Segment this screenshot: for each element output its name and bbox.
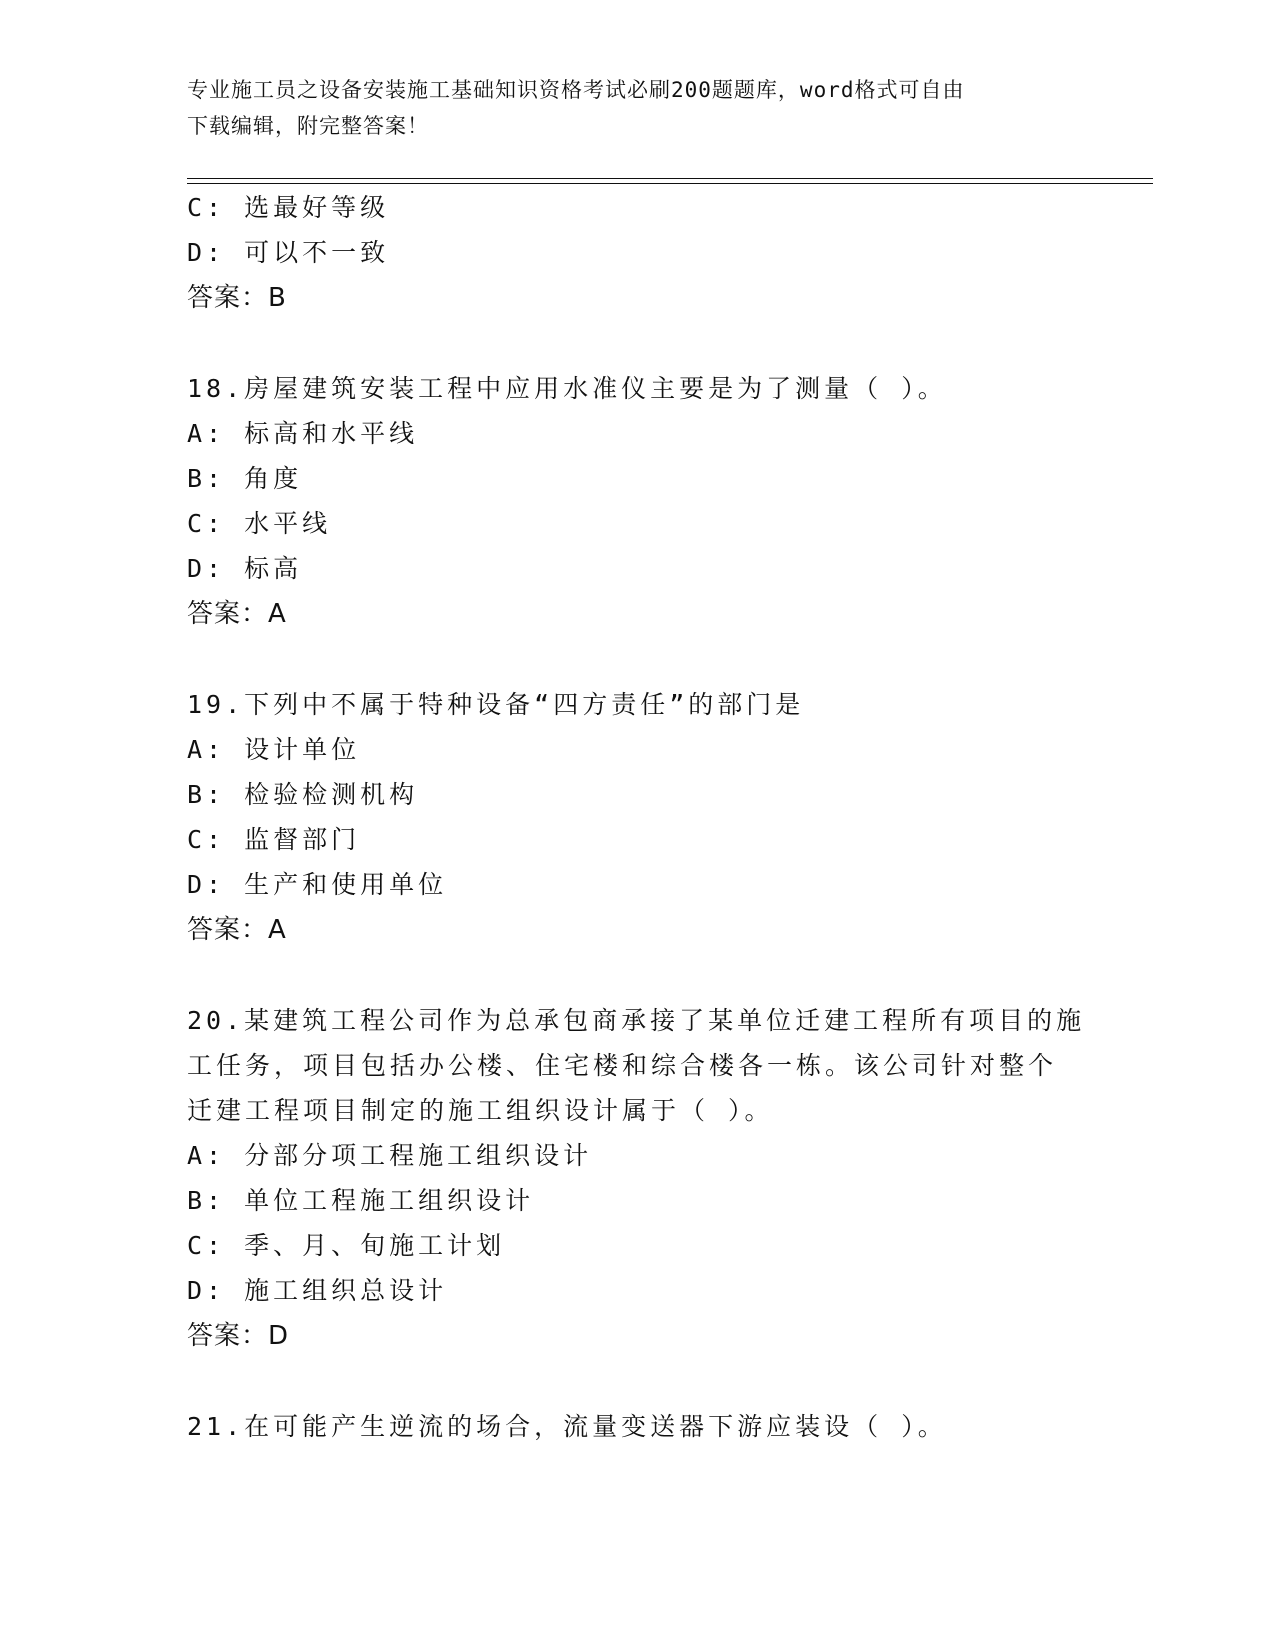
q17-answer: 答案：B (187, 283, 287, 313)
q18-stem: 18.房屋建筑安装工程中应用水准仪主要是为了测量（ ）。 (187, 374, 947, 403)
q20-option-c: C: 季、月、旬施工计划 (187, 1231, 506, 1260)
q20-option-a: A: 分部分项工程施工组织设计 (187, 1141, 593, 1170)
q18-answer: 答案：A (187, 599, 287, 629)
q18-option-d: D: 标高 (187, 554, 303, 583)
q19-option-b: B: 检验检测机构 (187, 780, 419, 809)
q19-option-a: A: 设计单位 (187, 735, 361, 764)
q19-answer: 答案：A (187, 915, 287, 945)
header-line-1: 专业施工员之设备安装施工基础知识资格考试必刷200题题库，word格式可自由 (187, 78, 965, 102)
q17-option-d: D: 可以不一致 (187, 238, 390, 267)
q18-option-c: C: 水平线 (187, 509, 332, 538)
q18-option-b: B: 角度 (187, 464, 303, 493)
q20-option-d: D: 施工组织总设计 (187, 1276, 448, 1305)
q20-answer: 答案：D (187, 1321, 290, 1351)
q20-stem-line-1: 20.某建筑工程公司作为总承包商承接了某单位迁建工程所有项目的施 (187, 1006, 1086, 1035)
q19-stem: 19.下列中不属于特种设备“四方责任”的部门是 (187, 690, 805, 719)
q17-option-c: C: 选最好等级 (187, 193, 390, 222)
header-divider-top (187, 178, 1153, 179)
header-line-2: 下载编辑，附完整答案！ (187, 114, 429, 138)
q20-stem-line-3: 迁建工程项目制定的施工组织设计属于（ ）。 (187, 1096, 774, 1125)
q19-option-d: D: 生产和使用单位 (187, 870, 448, 899)
q20-option-b: B: 单位工程施工组织设计 (187, 1186, 535, 1215)
document-header (187, 72, 1087, 144)
q19-option-c: C: 监督部门 (187, 825, 361, 854)
q21-stem: 21.在可能产生逆流的场合，流量变送器下游应装设（ ）。 (187, 1412, 947, 1441)
q20-stem-line-2: 工任务，项目包括办公楼、住宅楼和综合楼各一栋。该公司针对整个 (187, 1051, 1058, 1080)
header-divider-bottom (187, 183, 1153, 184)
q18-option-a: A: 标高和水平线 (187, 419, 419, 448)
